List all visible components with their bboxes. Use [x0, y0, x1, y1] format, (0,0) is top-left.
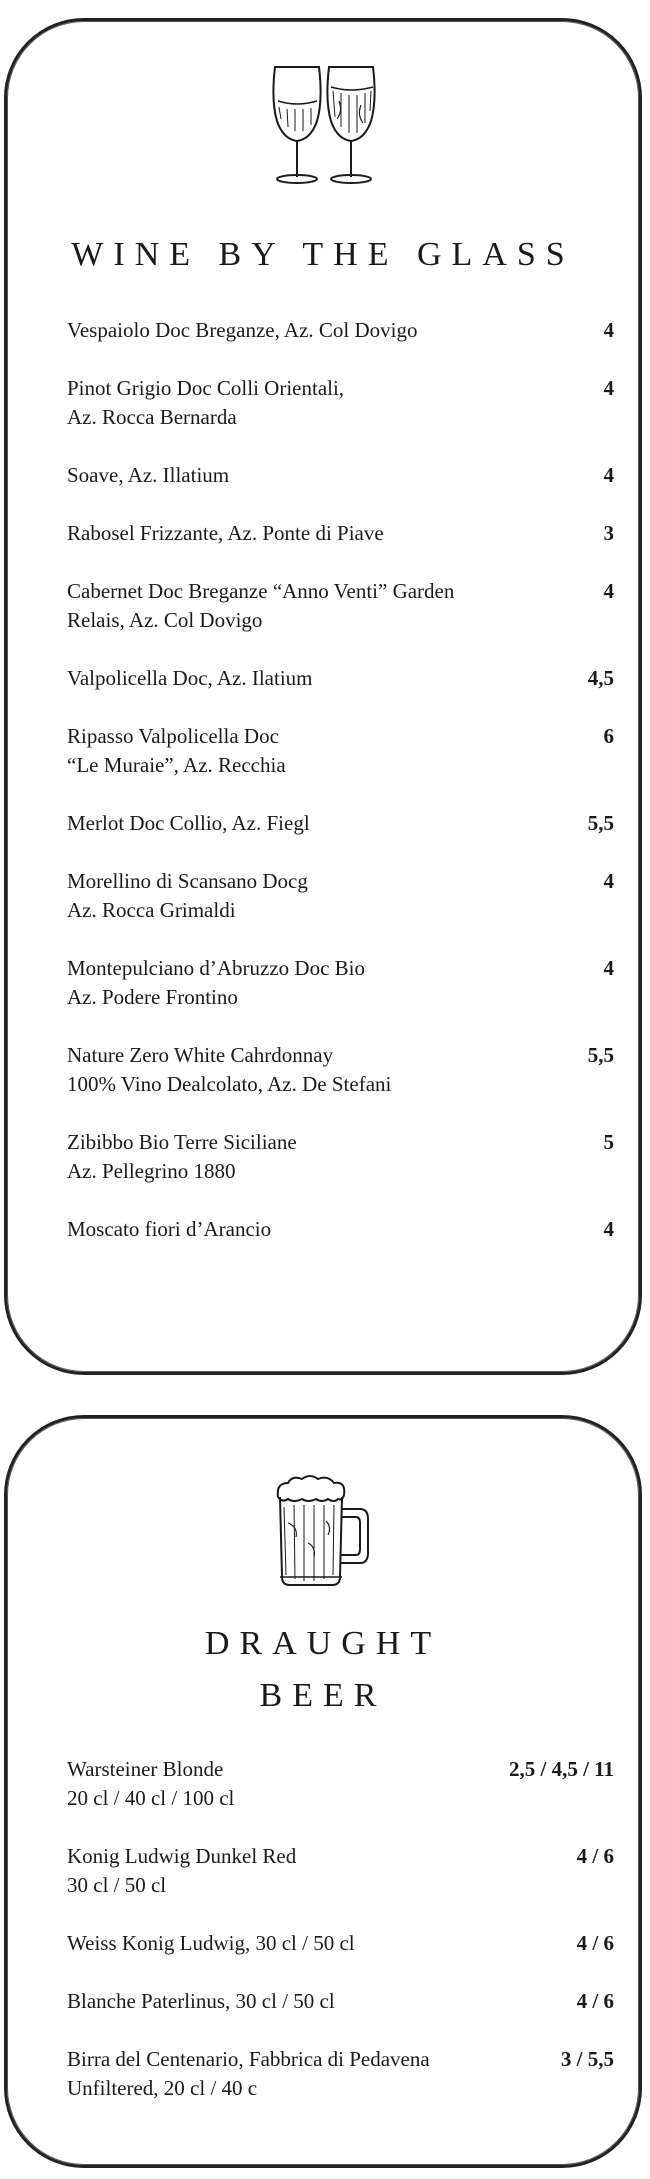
- wine-item-name: [67, 1215, 604, 1244]
- wine-item-line2: Az. Rocca Grimaldi: [67, 898, 236, 922]
- wine-item-name: [67, 1128, 604, 1186]
- wine-item: [67, 1215, 614, 1244]
- wine-item-line2: 100% Vino Dealcolato, Az. De Stefani: [67, 1072, 392, 1096]
- wine-item-price: 5,5: [587, 811, 614, 835]
- wine-by-the-glass-card: [4, 18, 642, 1375]
- beer-item: [67, 1842, 614, 1900]
- beer-section-title: [7, 1618, 639, 1722]
- beer-item-name: [67, 2045, 561, 2103]
- wine-item-line2: Az. Rocca Bernarda: [67, 405, 237, 429]
- wine-item-price: 4,5: [587, 666, 614, 690]
- wine-item-name: [67, 1041, 588, 1099]
- wine-item-line1: Moscato fiori d’Arancio: [67, 1217, 272, 1241]
- wine-item-line1: Vespaiolo Doc Breganze, Az. Col Dovigo: [67, 318, 418, 342]
- wine-item-name: [67, 461, 604, 490]
- beer-item-line1: Birra del Centenario, Fabbrica di Pedavena: [67, 2047, 430, 2071]
- beer-item-price: 2,5 / 4,5 / 11: [508, 1757, 614, 1781]
- wine-item: [67, 867, 614, 925]
- beer-item: [67, 2045, 614, 2103]
- beer-list: [67, 1755, 614, 2132]
- beer-item-price: 4 / 6: [576, 1989, 614, 2013]
- wine-item-line1: Cabernet Doc Breganze “Anno Venti” Garden: [67, 579, 455, 603]
- wine-item-line1: Soave, Az. Illatium: [67, 463, 230, 487]
- wine-glasses-icon: [253, 61, 393, 191]
- wine-item-price: 4: [603, 318, 614, 342]
- beer-item-line1: Blanche Paterlinus, 30 cl / 50 cl: [67, 1989, 335, 2013]
- beer-mug-icon: [268, 1473, 378, 1593]
- wine-item: [67, 461, 614, 490]
- wine-item: [67, 954, 614, 1012]
- wine-item-price: 5: [603, 1130, 614, 1154]
- wine-item: [67, 1041, 614, 1099]
- beer-item-line1: Konig Ludwig Dunkel Red: [67, 1844, 297, 1868]
- wine-item-line1: Valpolicella Doc, Az. Ilatium: [67, 666, 313, 690]
- beer-title-line1: DRAUGHT: [204, 1625, 442, 1662]
- wine-item-name: [67, 867, 604, 925]
- beer-item-line1: Weiss Konig Ludwig, 30 cl / 50 cl: [67, 1931, 355, 1955]
- wine-item-line1: Rabosel Frizzante, Az. Ponte di Piave: [67, 521, 384, 545]
- wine-item: [67, 374, 614, 432]
- beer-title-line2: BEER: [259, 1677, 387, 1714]
- wine-item: [67, 519, 614, 548]
- beer-item-line2: Unfiltered, 20 cl / 40 c: [67, 2076, 258, 2100]
- wine-item-price: 4: [603, 869, 614, 893]
- wine-item: [67, 809, 614, 838]
- wine-list: [67, 316, 614, 1273]
- wine-section-title: WINE BY THE GLASS: [71, 236, 575, 273]
- wine-item-price: 4: [603, 579, 614, 603]
- wine-item-price: 6: [603, 724, 614, 748]
- beer-item: [67, 1987, 614, 2016]
- wine-item-price: 4: [603, 956, 614, 980]
- beer-item-name: [67, 1842, 577, 1900]
- wine-item-name: [67, 954, 604, 1012]
- wine-item: [67, 316, 614, 345]
- wine-item-line1: Merlot Doc Collio, Az. Fiegl: [67, 811, 310, 835]
- wine-item-price: 3: [603, 521, 614, 545]
- beer-item: [67, 1929, 614, 1958]
- wine-item-line1: Nature Zero White Cahrdonnay: [67, 1043, 334, 1067]
- wine-item-name: [67, 577, 604, 635]
- wine-glasses-illustration: [7, 61, 639, 191]
- wine-item-line1: Montepulciano d’Abruzzo Doc Bio: [67, 956, 366, 980]
- beer-item-name: [67, 1755, 509, 1813]
- wine-item-name: [67, 519, 604, 548]
- beer-item-line2: 30 cl / 50 cl: [67, 1873, 167, 1897]
- beer-item-price: 4 / 6: [576, 1844, 614, 1868]
- wine-item-name: [67, 664, 588, 693]
- wine-item-price: 4: [603, 376, 614, 400]
- beer-item-name: [67, 1929, 577, 1958]
- wine-item-price: 4: [603, 1217, 614, 1241]
- wine-item-line2: Az. Podere Frontino: [67, 985, 238, 1009]
- beer-item: [67, 1755, 614, 1813]
- wine-item-line1: Ripasso Valpolicella Doc: [67, 724, 279, 748]
- beer-item-name: [67, 1987, 577, 2016]
- wine-item-name: [67, 722, 604, 780]
- wine-item-line2: Az. Pellegrino 1880: [67, 1159, 236, 1183]
- wine-item-price: 5,5: [587, 1043, 614, 1067]
- beer-item-line1: Warsteiner Blonde: [67, 1757, 224, 1781]
- wine-item-line1: Morellino di Scansano Docg: [67, 869, 308, 893]
- beer-item-line2: 20 cl / 40 cl / 100 cl: [67, 1786, 235, 1810]
- beer-item-price: 4 / 6: [576, 1931, 614, 1955]
- wine-item-line1: Zibibbo Bio Terre Siciliane: [67, 1130, 297, 1154]
- wine-item-price: 4: [603, 463, 614, 487]
- wine-item-name: [67, 809, 588, 838]
- wine-item: [67, 722, 614, 780]
- wine-item-line1: Pinot Grigio Doc Colli Orientali,: [67, 376, 345, 400]
- wine-item-line2: “Le Muraie”, Az. Recchia: [67, 753, 286, 777]
- wine-item: [67, 1128, 614, 1186]
- wine-item-line2: Relais, Az. Col Dovigo: [67, 608, 263, 632]
- beer-item-price: 3 / 5,5: [560, 2047, 614, 2071]
- wine-item-name: [67, 316, 604, 345]
- beer-mug-illustration: [7, 1473, 639, 1593]
- wine-item: [67, 664, 614, 693]
- wine-item: [67, 577, 614, 635]
- wine-item-name: [67, 374, 604, 432]
- draught-beer-card: [4, 1415, 642, 2168]
